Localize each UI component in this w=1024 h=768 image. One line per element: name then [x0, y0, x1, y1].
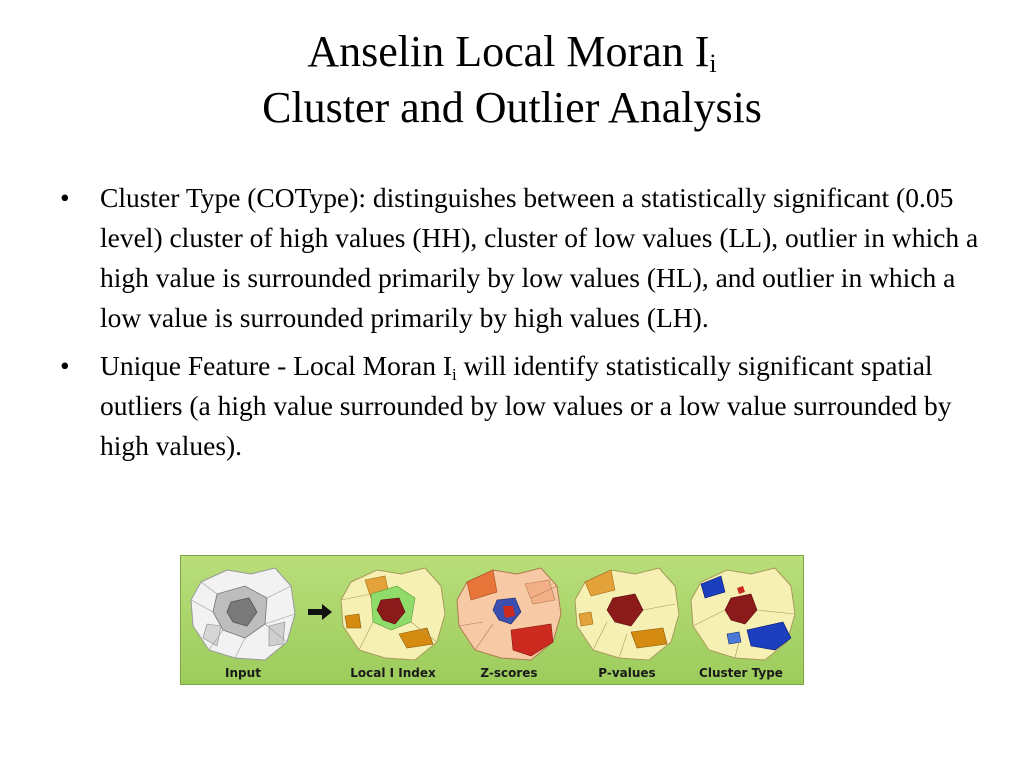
map-panel-p-values [571, 564, 683, 669]
panel-label-cluster-type: Cluster Type [699, 666, 783, 680]
title-line-2: Cluster and Outlier Analysis [262, 83, 762, 132]
map-p-values-image [571, 564, 683, 664]
bullet-text: Cluster Type (COType): distinguishes between a statistically significant (0.05 level) cluster of high values (HH), cluster of low values (LL), outlier in which a high value is surrounded primarily by low values (HL), and outlier in which a low value is surrounded primarily by high values (LH). [100, 182, 979, 333]
map-z-scores-image [453, 564, 565, 664]
title-main-text: Anselin Local Moran I [307, 27, 710, 76]
right-arrow-icon [306, 602, 334, 622]
title-subscript: i [709, 49, 717, 78]
bullet-item-cluster-type [60, 178, 980, 338]
bullet-text-before: Unique Feature - Local Moran I [100, 350, 453, 381]
title-line-1 [0, 24, 1024, 80]
panel-label-local-i-index: Local I Index [350, 666, 436, 680]
map-panel-z-scores [453, 564, 565, 669]
bullet-item-unique-feature [60, 346, 980, 466]
bullet-text-after: will identify statistically significant spatial outliers (a high value surrounded by low values or a low value surrounded by high values). [100, 350, 952, 461]
map-cluster-type-image [687, 564, 799, 664]
slide-title [0, 24, 1024, 136]
analysis-figure [180, 555, 804, 685]
map-panel-local-i-index [337, 564, 449, 669]
bullet-icon: • [60, 350, 70, 381]
map-panel-cluster-type [687, 564, 799, 669]
bullet-list [60, 178, 980, 474]
panel-label-input: Input [225, 666, 261, 680]
map-local-i-index-image [337, 564, 449, 664]
map-panel-input [187, 564, 299, 669]
panel-label-p-values: P-values [598, 666, 656, 680]
bullet-icon: • [60, 182, 70, 213]
panel-label-z-scores: Z-scores [480, 666, 538, 680]
map-input-image [187, 564, 299, 664]
bullet-subscript: i [452, 365, 457, 384]
